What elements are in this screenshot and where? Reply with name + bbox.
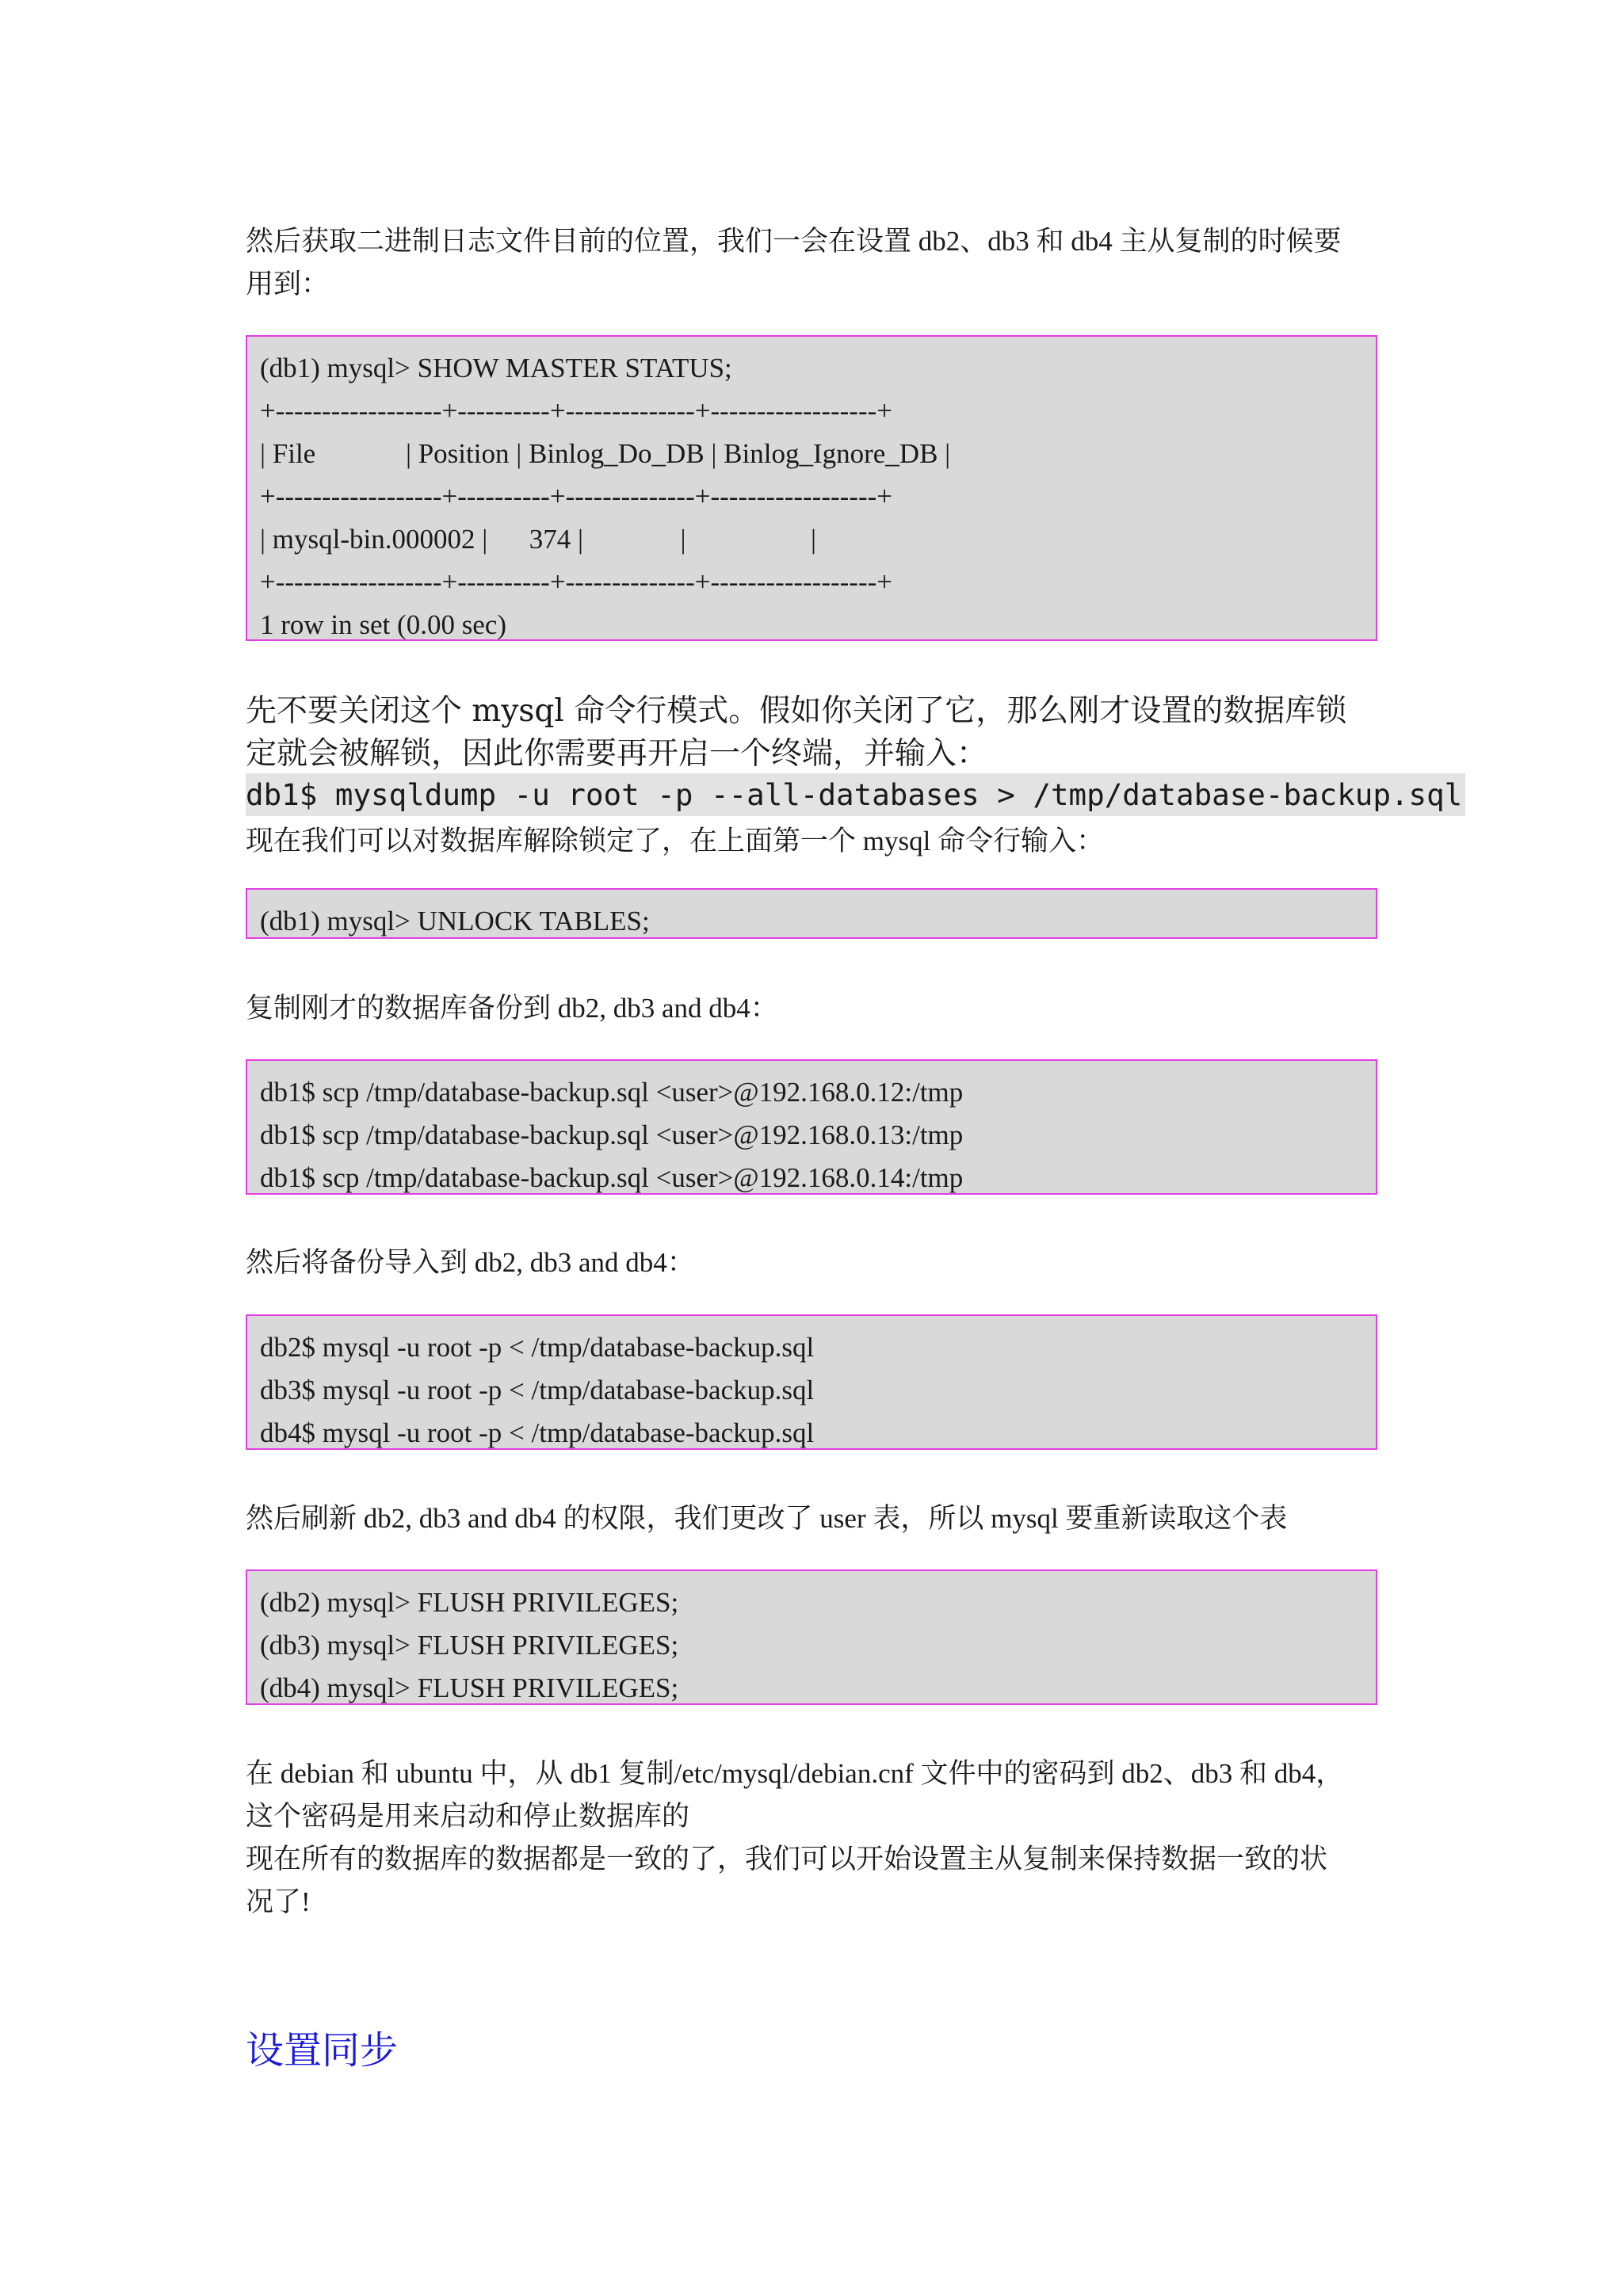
paragraph-unlock — [246, 820, 1379, 863]
text-line: 在 debian 和 ubuntu 中，从 db1 复制/etc/mysql/debian.cnf 文件中的密码到 db2、db3 和 db4， — [246, 1758, 1344, 1789]
code-line: +------------------+----------+--------------+------------------+ — [260, 395, 893, 426]
paragraph-copy-backup — [246, 987, 1379, 1030]
code-line: db2$ mysql -u root -p < /tmp/database-backup.sql — [260, 1332, 815, 1363]
code-line: (db1) mysql> SHOW MASTER STATUS; — [260, 353, 732, 383]
text-line: 定就会被解锁，因此你需要再开启一个终端，并输入： — [246, 736, 988, 772]
text-line: 先不要关闭这个 mysql 命令行模式。假如你关闭了它，那么刚才设置的数据库锁 — [246, 693, 1347, 729]
paragraph-import-backup — [246, 1241, 1379, 1284]
paragraph-binlog-position — [246, 220, 1379, 306]
code-line: (db3) mysql> FLUSH PRIVILEGES; — [260, 1630, 679, 1661]
paragraph-flush-privileges — [246, 1497, 1379, 1540]
text-line: 复制刚才的数据库备份到 db2, db3 and db4： — [246, 993, 778, 1024]
text-line: 现在所有的数据库的数据都是一致的了，我们可以开始设置主从复制来保持数据一致的状 — [246, 1844, 1328, 1875]
text-line: 用到： — [246, 269, 330, 299]
code-block-scp — [246, 1059, 1377, 1195]
text-line: 这个密码是用来启动和停止数据库的 — [246, 1801, 690, 1832]
code-block-import — [246, 1314, 1377, 1450]
code-block-flush — [246, 1569, 1377, 1705]
code-line: db1$ scp /tmp/database-backup.sql <user>@192.168.0.14:/tmp — [260, 1162, 964, 1193]
code-line: db1$ scp /tmp/database-backup.sql <user>@192.168.0.12:/tmp — [260, 1077, 964, 1108]
code-line: (db4) mysql> FLUSH PRIVILEGES; — [260, 1672, 679, 1703]
text-line: 况了! — [246, 1886, 311, 1917]
text-line: 然后获取二进制日志文件目前的位置，我们一会在设置 db2、db3 和 db4 主从复制的时候要 — [246, 226, 1342, 257]
paragraph-debian-password — [246, 1753, 1379, 1924]
code-line: +------------------+----------+--------------+------------------+ — [260, 566, 893, 597]
code-line: | mysql-bin.000002 | 374 | | | — [260, 524, 816, 555]
code-line: | File | Position | Binlog_Do_DB | Binlog_Ignore_DB | — [260, 438, 951, 469]
text-line: 然后将备份导入到 db2, db3 and db4： — [246, 1247, 695, 1278]
code-line: (db2) mysql> FLUSH PRIVILEGES; — [260, 1587, 679, 1618]
code-line: db3$ mysql -u root -p < /tmp/database-backup.sql — [260, 1375, 815, 1405]
code-block-master-status — [246, 335, 1377, 641]
section-heading: 设置同步 — [246, 2028, 399, 2073]
code-line: db1$ scp /tmp/database-backup.sql <user>@192.168.0.13:/tmp — [260, 1119, 964, 1150]
inline-command-mysqldump: db1$ mysqldump -u root -p --all-databases > /tmp/database-backup.sql — [246, 773, 1465, 816]
code-line: 1 row in set (0.00 sec) — [260, 609, 507, 640]
code-block-unlock — [246, 888, 1377, 939]
paragraph-keep-session — [246, 690, 1387, 776]
text-line: 现在我们可以对数据库解除锁定了，在上面第一个 mysql 命令行输入： — [246, 826, 1105, 856]
text-line: 然后刷新 db2, db3 and db4 的权限，我们更改了 user 表，所以 mysql 要重新读取这个表 — [246, 1503, 1288, 1534]
code-line: (db1) mysql> UNLOCK TABLES; — [260, 906, 650, 936]
code-line: +------------------+----------+--------------+------------------+ — [260, 481, 893, 512]
code-line: db4$ mysql -u root -p < /tmp/database-backup.sql — [260, 1417, 815, 1448]
